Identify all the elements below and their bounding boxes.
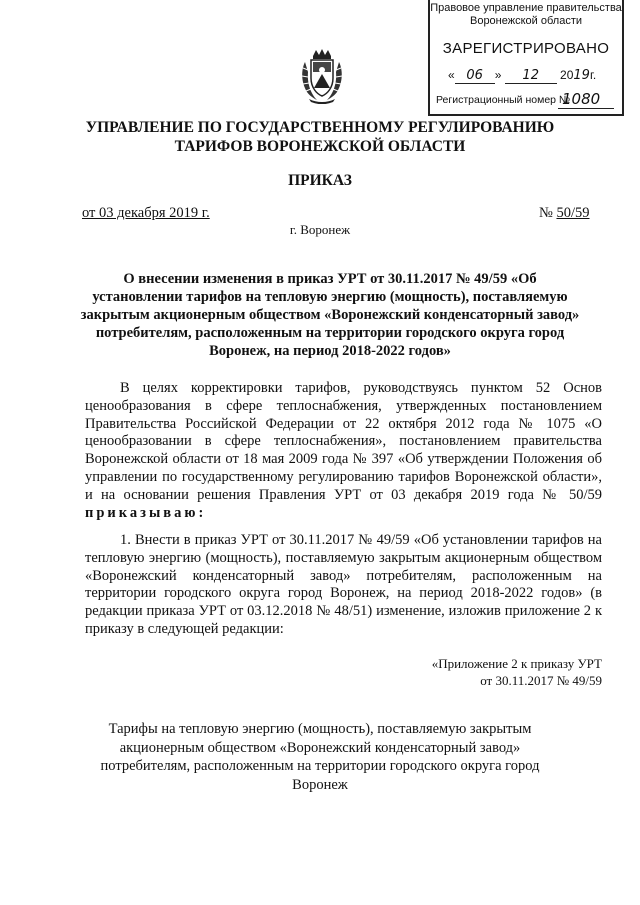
- number-value: 50/59: [556, 205, 590, 221]
- appendix-line1: «Приложение 2 к приказу УРТ: [431, 656, 602, 671]
- stamp-year-end: г.: [589, 68, 597, 82]
- stamp-organization: [430, 2, 622, 28]
- org-title: [0, 118, 640, 156]
- order-word: приказываю:: [85, 504, 207, 521]
- document-date: от 03 декабря 2019 г.: [82, 205, 210, 221]
- document-type: ПРИКАЗ: [288, 172, 352, 189]
- stamp-year-suffix: 19: [573, 68, 590, 83]
- stamp-org-line2: Воронежской области: [469, 15, 582, 27]
- appendix-line2: от 30.11.2017 № 49/59: [480, 673, 602, 688]
- stamp-status: ЗАРЕГИСТРИРОВАНО: [442, 40, 610, 57]
- org-title-line1: УПРАВЛЕНИЕ ПО ГОСУДАРСТВЕННОМУ РЕГУЛИРОВАНИЮ: [85, 119, 555, 136]
- coat-of-arms-icon: [299, 48, 345, 104]
- stamp-reg-underline: [558, 108, 614, 109]
- tariffs-title: Тарифы на тепловую энергию (мощность), поставляемую закрытым акционерным обществом «Воронежский конденсаторный завод» потребителям, расположенным на территории городского округа город Воронеж: [100, 721, 540, 793]
- document-city: г. Воронеж: [289, 222, 351, 237]
- stamp-reg-label: Регистрационный номер №: [436, 94, 571, 106]
- registration-stamp: [428, 0, 624, 116]
- stamp-date: « 06 » 12 2019г.: [448, 68, 597, 83]
- stamp-org-line1: Правовое управление правительства: [430, 2, 622, 14]
- appendix-reference: [432, 655, 602, 689]
- item-1-paragraph: 1. Внести в приказ УРТ от 30.11.2017 № 49/59 «Об установлении тарифов на тепловую энергию (мощность), поставляемую закрытым акционерным обществом «Воронежский конденсаторный завод» потребителям, расположенным на территории городского округа город Воронеж, на период 2018-2022 годов» (в редакции приказа УРТ от 03.12.2018 № 48/51) изменение, изложив приложение 2 к приказу в следующей редакции:: [85, 532, 602, 637]
- stamp-day: 06: [455, 68, 495, 84]
- number-prefix: №: [539, 205, 553, 221]
- stamp-month: 12: [505, 68, 557, 84]
- stamp-year-prefix: 20: [560, 68, 574, 82]
- document-number: [539, 205, 590, 222]
- preamble-paragraph: [85, 380, 602, 522]
- document-heading: О внесении изменения в приказ УРТ от 30.11.2017 № 49/59 «Об установлении тарифов на тепловую энергию (мощность), поставляемую закрытым акционерным обществом «Воронежский конденсаторный завод» потребителям, расположенным на территории городского округа город Воронеж, на период 2018-2022 годов»: [80, 271, 580, 359]
- stamp-reg-number: 1080: [562, 90, 601, 108]
- preamble-text: В целях корректировки тарифов, руководствуясь пунктом 52 Основ ценообразования в сфере теплоснабжения, утвержденных постановлением Правительства Российской Федерации от 22 октября 2012 года № 1075 «О ценообразовании в сфере теплоснабжения», постановлением правительства Воронежской области от 18 мая 2009 года № 397 «Об утверждении Положения об управлении по государственному регулированию тарифов Воронежской области», и на основании решения Правления УРТ от 03 декабря 2019 года № 50/59: [85, 380, 602, 503]
- org-title-line2: ТАРИФОВ ВОРОНЕЖСКОЙ ОБЛАСТИ: [174, 138, 466, 155]
